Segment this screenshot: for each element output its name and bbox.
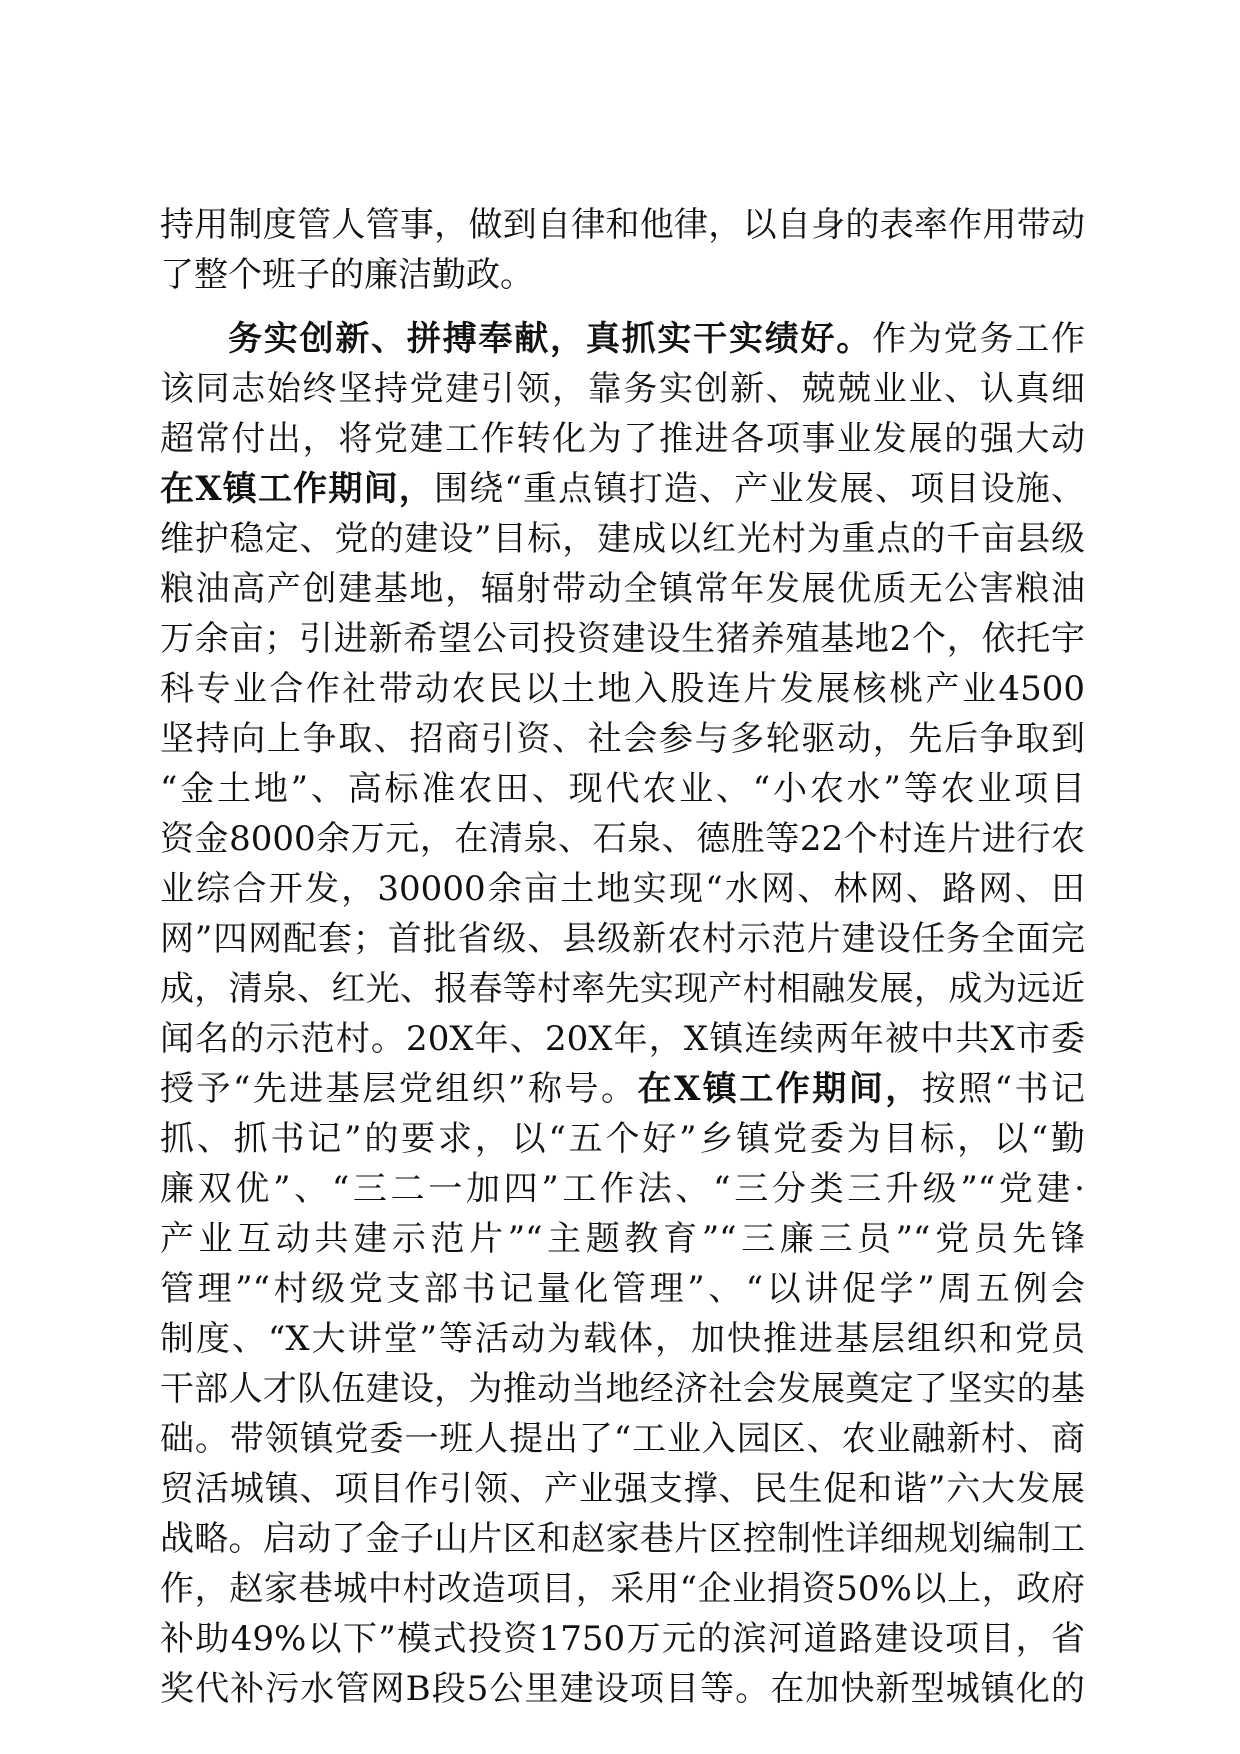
text-run: 坚持向上争取、招商引资、社会参与多轮驱动，先后争取到	[160, 719, 1085, 759]
text-run: 奖代补污水管网B段5公里建设项目等。在加快新型城镇化的	[160, 1669, 1085, 1709]
text-line	[160, 250, 1085, 300]
bold-phrase: 在X镇工作期间，	[160, 469, 434, 509]
text-run: 作，赵家巷城中村改造项目，采用“企业捐资50%以上，政府	[160, 1569, 1085, 1609]
text-line	[160, 1564, 1085, 1614]
text-line	[160, 1664, 1085, 1714]
text-run: 按照“书记	[921, 1069, 1085, 1109]
text-line	[160, 364, 1085, 414]
text-run: 战略。启动了金子山片区和赵家巷片区控制性详细规划编制工	[160, 1519, 1085, 1559]
text-line	[160, 764, 1085, 814]
text-run: 闻名的示范村。20X年、20X年，X镇连续两年被中共X市委	[160, 1019, 1085, 1059]
text-line	[160, 1364, 1085, 1414]
text-run: 网”四网配套；首批省级、县级新农村示范片建设任务全面完	[160, 919, 1085, 959]
text-run: 业综合开发，30000余亩土地实现“水网、林网、路网、田	[160, 869, 1085, 909]
text-run: 制度、“X大讲堂”等活动为载体，加快推进基层组织和党员	[160, 1319, 1085, 1359]
text-run: 管理”“村级党支部书记量化管理”、“以讲促学”周五例会	[160, 1269, 1085, 1309]
text-run: 成，清泉、红光、报春等村率先实现产村相融发展，成为远近	[160, 969, 1085, 1009]
text-run: 粮油高产创建基地，辐射带动全镇常年发展优质无公害粮油	[160, 569, 1085, 609]
text-run: 万余亩；引进新希望公司投资建设生猪养殖基地2个，依托宇	[160, 619, 1085, 659]
text-run: 抓、抓书记”的要求，以“五个好”乡镇党委为目标，以“勤	[160, 1119, 1085, 1159]
bold-phrase: 在X镇工作期间，	[637, 1069, 922, 1109]
text-run: 产业互动共建示范片”“主题教育”“三廉三员”“党员先锋	[160, 1219, 1085, 1259]
text-run: 资金8000余万元，在清泉、石泉、德胜等22个村连片进行农	[160, 819, 1085, 859]
text-line	[160, 464, 1085, 514]
text-line	[160, 514, 1085, 564]
paragraph-gap	[160, 300, 1085, 314]
text-run: 围绕“重点镇打造、产业发展、项目设施、	[434, 469, 1085, 509]
text-line	[160, 564, 1085, 614]
text-line	[160, 1264, 1085, 1314]
text-line	[160, 1164, 1085, 1214]
text-line	[160, 1464, 1085, 1514]
paragraph-heading: 务实创新、拼搏奉献，真抓实干实绩好。	[228, 319, 873, 359]
text-run: 科专业合作社带动农民以土地入股连片发展核桃产业4500	[160, 669, 1085, 709]
text-line	[160, 1014, 1085, 1064]
text-line	[160, 200, 1085, 250]
text-run: 超常付出，将党建工作转化为了推进各项事业发展的强大动	[160, 419, 1085, 459]
text-line	[160, 1064, 1085, 1114]
text-run: 该同志始终坚持党建引领，靠务实创新、兢兢业业、认真细	[160, 369, 1085, 409]
text-line	[160, 964, 1085, 1014]
text-run: 廉双优”、“三二一加四”工作法、“三分类三升级”“党建·	[160, 1169, 1085, 1209]
text-run: 授予“先进基层党组织”称号。	[160, 1069, 638, 1109]
text-run: 贸活城镇、项目作引领、产业强支撑、民生促和谐”六大发展	[160, 1469, 1085, 1509]
paragraph-lead-line	[160, 314, 1085, 364]
text-line	[160, 664, 1085, 714]
text-line	[160, 1414, 1085, 1464]
body-text	[160, 200, 1085, 1714]
text-line	[160, 864, 1085, 914]
text-run: 持用制度管人管事，做到自律和他律，以自身的表率作用带动	[160, 205, 1085, 245]
text-line	[160, 1314, 1085, 1364]
text-run: 干部人才队伍建设，为推动当地经济社会发展奠定了坚实的基	[160, 1369, 1085, 1409]
text-run: 维护稳定、党的建设”目标，建成以红光村为重点的千亩县级	[160, 519, 1085, 559]
text-line	[160, 1114, 1085, 1164]
text-run: 补助49%以下”模式投资1750万元的滨河道路建设项目，省	[160, 1619, 1085, 1659]
text-run: “金土地”、高标准农田、现代农业、“小农水”等农业项目	[160, 769, 1085, 809]
text-line	[160, 914, 1085, 964]
text-line	[160, 414, 1085, 464]
text-run: 础。带领镇党委一班人提出了“工业入园区、农业融新村、商	[160, 1419, 1085, 1459]
text-line	[160, 614, 1085, 664]
text-line	[160, 1214, 1085, 1264]
text-run: 了整个班子的廉洁勤政。	[160, 255, 534, 295]
text-line	[160, 1514, 1085, 1564]
text-line	[160, 814, 1085, 864]
text-line	[160, 1614, 1085, 1664]
text-run: 作为党务工作	[872, 319, 1085, 359]
text-line	[160, 714, 1085, 764]
